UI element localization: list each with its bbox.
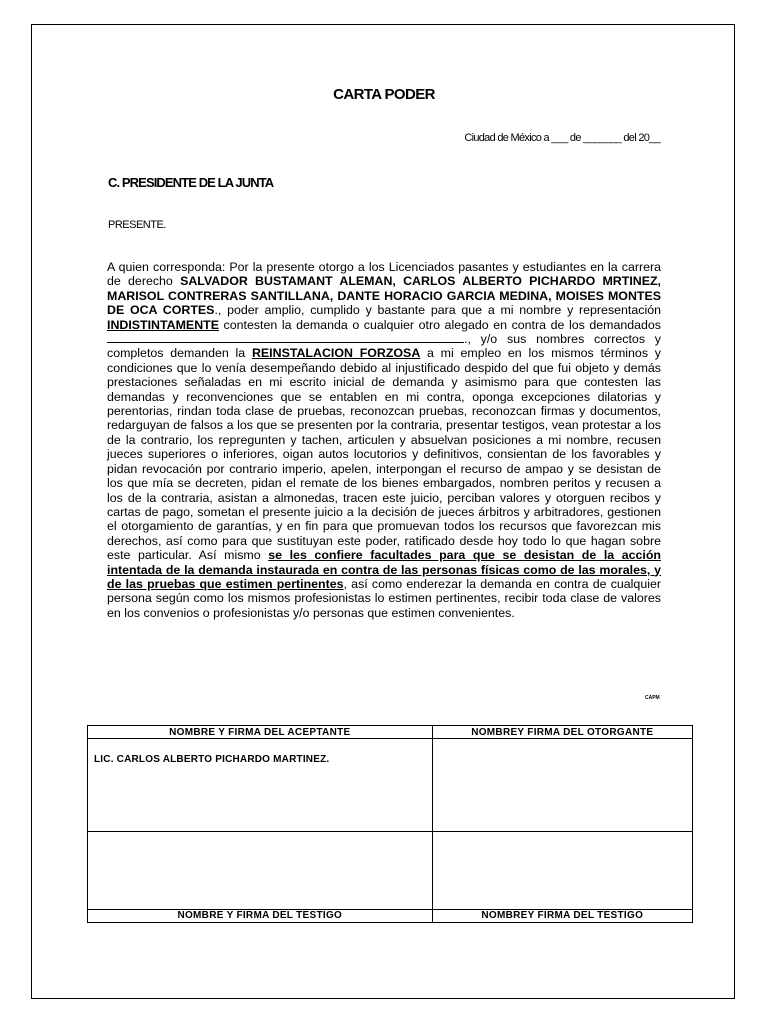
- testigo-right-header: NOMBREY FIRMA DEL TESTIGO: [432, 909, 692, 922]
- document-title: CARTA PODER: [333, 86, 435, 103]
- aceptante-name: LIC. CARLOS ALBERTO PICHARDO MARTINEZ.: [94, 754, 330, 766]
- testigo-left-signature-cell: [88, 831, 433, 909]
- aceptante-signature-cell: [88, 739, 433, 831]
- reinstalacion-term: REINSTALACION FORZOSA: [251, 346, 421, 361]
- otorgante-header: NOMBREY FIRMA DEL OTORGANTE: [432, 726, 692, 739]
- demandados-blank: [107, 332, 464, 343]
- body-text-5: a mi empleo en los mismos términos y condiciones que lo venía desempeñando debido al injustificado despido del que fui objeto y demás prestaciones señaladas en mi escrito inicial de demanda y asimismo para que contesten las demandas y reconvenciones que se entablen en mi contra, oponga excepciones dilatorias y perentorias, rindan toda clase de pruebas, reconozcan pruebas, reconozcan firmas y documentos, redarguyan de falsos a los que se presenten por la contraria, presentar testigos, vean protestar a los de la contrario, los repregunten y tachen, articulen y absuelvan posiciones a mi nombre, recusen jueces superiores o inferiores, oigan autos locutorios y definitivos, consientan de los favorables y pidan revocación por contrario imperio, apelen, interpongan el recurso de ampao y se desistan de los que mía se decreten, pidan el remate de los bienes embargados, nombren peritos y recusen a los de la contraria, asistan a almonedas, tracen este juicio, perciban valores y otorguen recibos y cartas de pago, sometan el presente juicio a la decisión de jueces árbitros y arbitradores, gestionen el otorgamiento de garantías, y en fin para que promuevan todos los recursos que favorezcan mis derechos, así como para que sustituyan este poder, ratificado desde hoy todo lo que hagan sobre este particular. Así mismo: [107, 346, 661, 563]
- body-text-6: , así como enderezar la demanda en contra de cualquier persona según como los mismos profesionistas lo estimen pertinentes, recibir toda clase de valores en los convenios o profesionistas y/o personas que estimen convenientes.: [107, 576, 661, 620]
- signature-table: [87, 725, 693, 923]
- aceptante-header: NOMBRE Y FIRMA DEL ACEPTANTE: [88, 726, 433, 739]
- confiere-clause: se les confiere facultades para que se desistan de la acción intentada de la demanda instaurada en contra de las personas físicas como de las morales, y de las pruebas que estimen pertinentes: [107, 548, 661, 591]
- indistintamente-term: INDISTINTAMENTE: [107, 317, 219, 332]
- stamp: CAPM: [645, 695, 660, 701]
- body-text-4: ., y/o sus nombres correctos y completos demanden la: [107, 332, 661, 361]
- addressee: C. PRESIDENTE DE LA JUNTA: [108, 175, 274, 190]
- body-paragraph: [107, 260, 661, 620]
- otorgante-signature-cell: [432, 739, 692, 831]
- testigo-right-signature-cell: [432, 831, 692, 909]
- lawyer-names: SALVADOR BUSTAMANT ALEMAN, CARLOS ALBERTO PICHARDO MRTINEZ, MARISOL CONTRERAS SANTILLANA, DANTE HORACIO GARCIA MEDINA, MOISES MONTES DE OCA CORTES: [107, 274, 661, 318]
- body-text-3: contesten la demanda o cualquier otro alegado en contra de los demandados: [218, 317, 661, 332]
- testigo-left-header: NOMBRE Y FIRMA DEL TESTIGO: [88, 909, 433, 922]
- body-text-2: ., poder amplio, cumplido y bastante para que a mi nombre y representación: [214, 303, 661, 318]
- body-text-1: A quien corresponda: Por la presente otorgo a los Licenciados pasantes y estudiantes en la carrera de derecho: [107, 260, 661, 289]
- greeting: PRESENTE.: [108, 219, 166, 231]
- date-line: Ciudad de México a ___ de _______ del 20__: [464, 132, 660, 144]
